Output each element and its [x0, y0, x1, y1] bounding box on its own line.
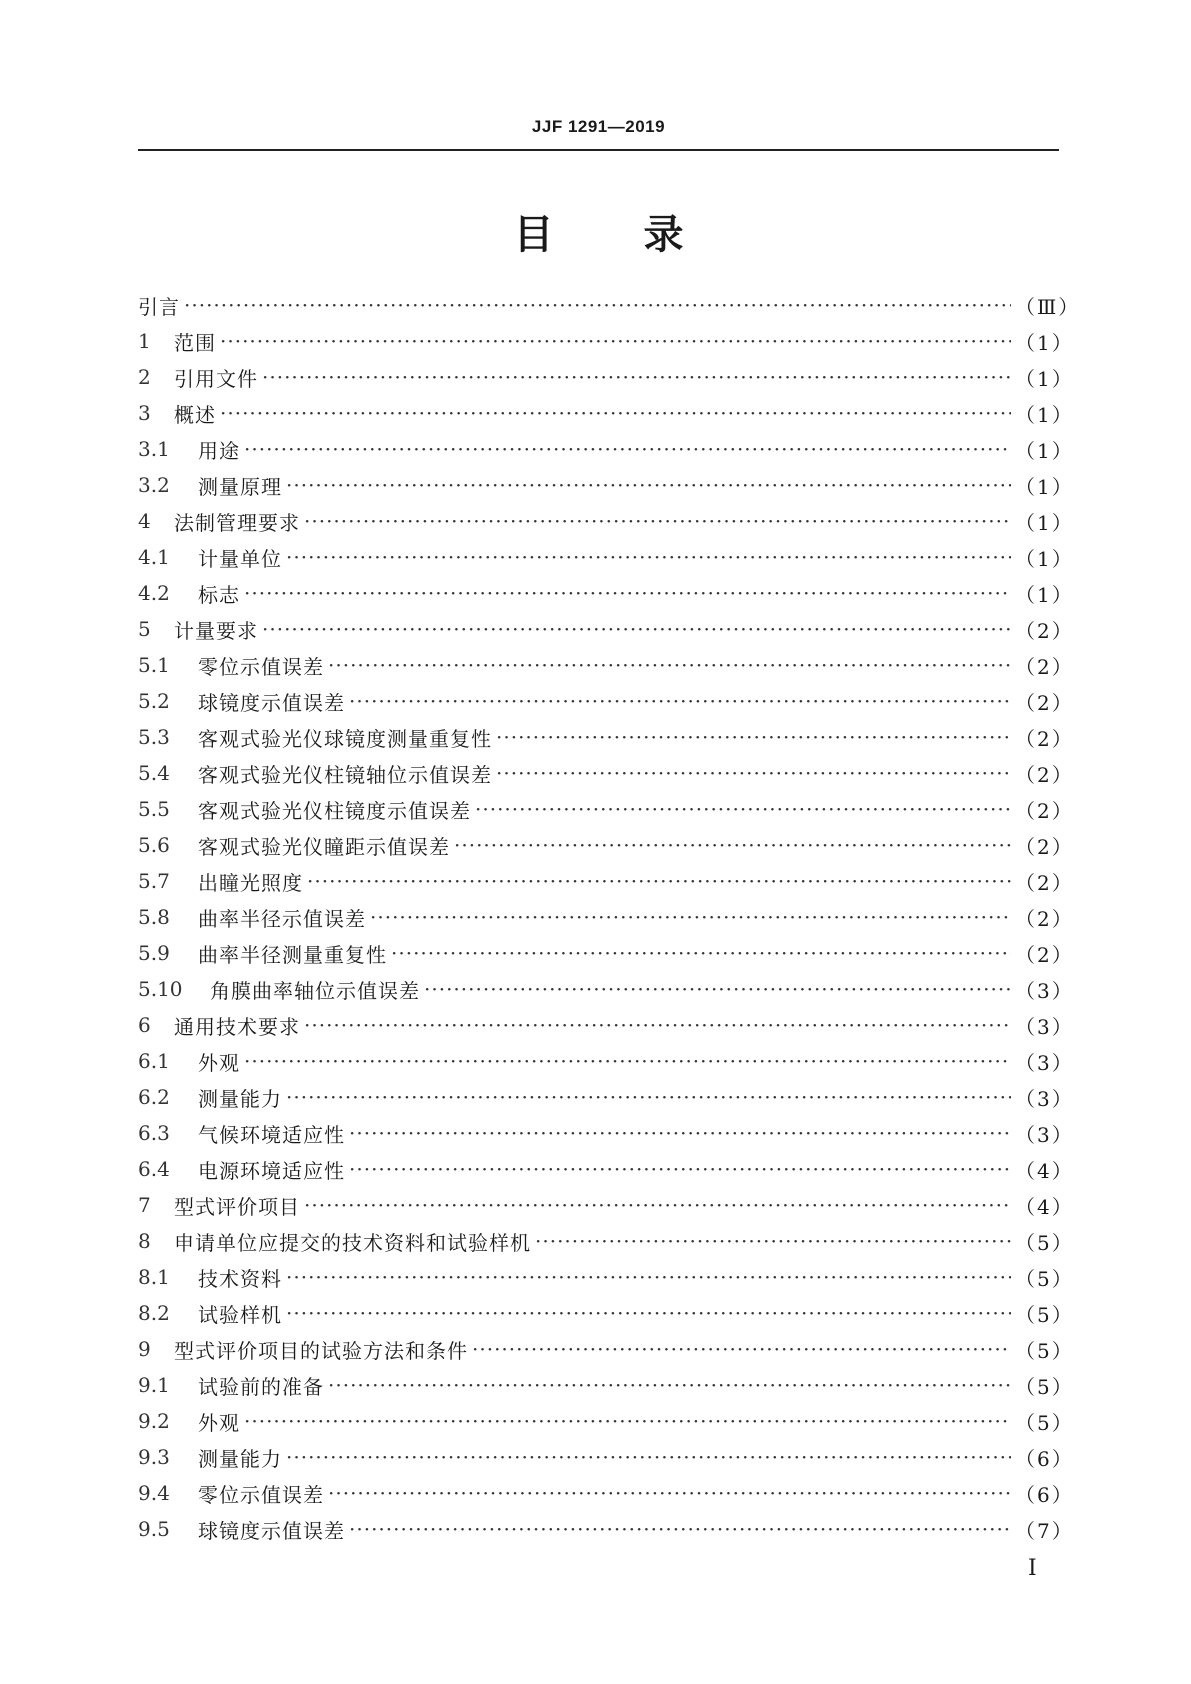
toc-entry[interactable] [138, 971, 1074, 1007]
toc-leader-dots [454, 833, 1011, 857]
toc-entry-page: （1） [1015, 474, 1074, 499]
toc-entry-number: 3.1 [138, 437, 170, 461]
toc-entry[interactable] [138, 1187, 1074, 1223]
toc-entry-number: 9.5 [138, 1517, 170, 1541]
toc-entry-label: 测量原理 [198, 474, 282, 499]
toc-entry-page: （2） [1015, 690, 1074, 715]
toc-entry-label: 测量能力 [198, 1086, 282, 1111]
toc-entry-number: 5.4 [138, 761, 170, 785]
toc-entry-label: 概述 [174, 402, 216, 427]
toc-leader-dots [262, 617, 1011, 641]
toc-entry-page: （5） [1015, 1338, 1074, 1363]
toc-entry-label: 计量单位 [198, 546, 282, 571]
toc-entry-page: （2） [1015, 942, 1074, 967]
toc-entry-label: 用途 [198, 438, 240, 463]
toc-entry-number: 8.2 [138, 1301, 170, 1325]
toc-entry-label: 外观 [198, 1050, 240, 1075]
page-number: I [1028, 1556, 1037, 1581]
toc-leader-dots [286, 1085, 1011, 1109]
toc-entry[interactable] [138, 791, 1074, 827]
toc-entry-number: 7 [138, 1193, 151, 1217]
toc-entry-number: 5.2 [138, 689, 170, 713]
toc-leader-dots [184, 293, 1011, 317]
toc-entry[interactable] [138, 395, 1074, 431]
toc-entry-page: （4） [1015, 1158, 1074, 1183]
toc-entry[interactable] [138, 755, 1074, 791]
toc-entry[interactable] [138, 719, 1074, 755]
toc-entry-page: （3） [1015, 1086, 1074, 1111]
toc-leader-dots [244, 1049, 1011, 1073]
toc-entry-page: （2） [1015, 798, 1074, 823]
toc-title-char-2: 录 [643, 212, 684, 258]
toc-entry[interactable] [138, 323, 1074, 359]
toc-entry[interactable] [138, 1043, 1074, 1079]
toc-entry-number: 8 [138, 1229, 151, 1253]
toc-entry-page: （3） [1015, 1050, 1074, 1075]
toc-entry-page: （3） [1015, 1122, 1074, 1147]
toc-entry[interactable] [138, 1439, 1074, 1475]
toc-entry-label: 零位示值误差 [198, 1482, 324, 1507]
toc-entry-label: 引用文件 [174, 366, 258, 391]
toc-entry-page: （7） [1015, 1518, 1074, 1543]
toc-entry[interactable] [138, 899, 1074, 935]
toc-entry-number: 5.7 [138, 869, 170, 893]
toc-leader-dots [286, 473, 1011, 497]
toc-entry-number: 5 [138, 617, 151, 641]
toc-entry-number: 9.1 [138, 1373, 170, 1397]
toc-entry-label: 球镜度示值误差 [198, 690, 345, 715]
toc-entry[interactable] [138, 1295, 1074, 1331]
toc-title [138, 203, 1059, 260]
toc-leader-dots [424, 977, 1011, 1001]
toc-entry-page: （3） [1015, 978, 1074, 1003]
toc-entry-label: 试验样机 [198, 1302, 282, 1327]
toc-leader-dots [328, 653, 1011, 677]
toc-leader-dots [286, 1265, 1011, 1289]
toc-leader-dots [370, 905, 1011, 929]
toc-entry[interactable] [138, 1331, 1074, 1367]
header-divider [138, 149, 1059, 151]
toc-leader-dots [244, 1409, 1011, 1433]
toc-leader-dots [349, 1121, 1011, 1145]
toc-entry-label: 球镜度示值误差 [198, 1518, 345, 1543]
toc-entry-label: 通用技术要求 [174, 1014, 300, 1039]
toc-entry-page: （Ⅲ） [1015, 294, 1081, 319]
table-of-contents [138, 287, 1081, 1547]
toc-leader-dots [328, 1481, 1011, 1505]
toc-leader-dots [349, 1517, 1011, 1541]
toc-entry[interactable] [138, 539, 1074, 575]
toc-entry-page: （1） [1015, 510, 1074, 535]
toc-entry[interactable] [138, 1367, 1074, 1403]
toc-entry[interactable] [138, 935, 1074, 971]
toc-entry-page: （1） [1015, 402, 1074, 427]
toc-entry-label: 零位示值误差 [198, 654, 324, 679]
toc-entry-page: （1） [1015, 582, 1074, 607]
toc-entry-label: 电源环境适应性 [198, 1158, 345, 1183]
toc-entry-label: 外观 [198, 1410, 240, 1435]
toc-entry-number: 6.2 [138, 1085, 170, 1109]
toc-entry-number: 6.3 [138, 1121, 170, 1145]
toc-entry-number: 4.1 [138, 545, 170, 569]
toc-leader-dots [496, 761, 1011, 785]
toc-title-char-1: 目 [513, 212, 554, 258]
toc-leader-dots [304, 1013, 1011, 1037]
toc-entry-page: （2） [1015, 618, 1074, 643]
toc-entry[interactable] [138, 863, 1074, 899]
toc-leader-dots [535, 1229, 1011, 1253]
toc-entry-page: （6） [1015, 1446, 1074, 1471]
toc-leader-dots [304, 509, 1011, 533]
toc-entry-page: （4） [1015, 1194, 1074, 1219]
toc-entry-number: 1 [138, 329, 151, 353]
toc-leader-dots [307, 869, 1011, 893]
toc-entry[interactable] [138, 287, 1081, 323]
toc-entry-label: 曲率半径测量重复性 [198, 942, 387, 967]
toc-entry-page: （5） [1015, 1410, 1074, 1435]
toc-entry-number: 9.2 [138, 1409, 170, 1433]
toc-entry-page: （5） [1015, 1266, 1074, 1291]
toc-entry-number: 5.5 [138, 797, 170, 821]
toc-entry[interactable] [138, 575, 1074, 611]
toc-entry-page: （2） [1015, 654, 1074, 679]
document-code-header: JJF 1291—2019 [531, 117, 666, 136]
toc-entry-number: 4.2 [138, 581, 170, 605]
toc-entry[interactable] [138, 611, 1074, 647]
toc-entry[interactable] [138, 1403, 1074, 1439]
toc-leader-dots [244, 581, 1011, 605]
toc-entry[interactable] [138, 1115, 1074, 1151]
toc-entry-label: 申请单位应提交的技术资料和试验样机 [174, 1230, 531, 1255]
toc-entry-page: （1） [1015, 546, 1074, 571]
toc-entry-number: 9.4 [138, 1481, 170, 1505]
toc-leader-dots [349, 1157, 1011, 1181]
toc-entry-page: （3） [1015, 1014, 1074, 1039]
toc-entry-number: 6.1 [138, 1049, 170, 1073]
toc-leader-dots [220, 401, 1011, 425]
toc-entry-page: （2） [1015, 726, 1074, 751]
toc-entry-label: 测量能力 [198, 1446, 282, 1471]
toc-entry-page: （2） [1015, 870, 1074, 895]
toc-leader-dots [286, 545, 1011, 569]
toc-entry-page: （5） [1015, 1374, 1074, 1399]
toc-entry[interactable] [138, 1259, 1074, 1295]
toc-entry[interactable] [138, 431, 1074, 467]
toc-entry-page: （1） [1015, 330, 1074, 355]
toc-leader-dots [286, 1445, 1011, 1469]
toc-leader-dots [472, 1337, 1011, 1361]
toc-entry-label: 引言 [138, 294, 180, 319]
toc-entry[interactable] [138, 359, 1074, 395]
toc-entry-number: 5.9 [138, 941, 170, 965]
toc-entry-number: 9.3 [138, 1445, 170, 1469]
toc-leader-dots [391, 941, 1011, 965]
toc-leader-dots [244, 437, 1011, 461]
toc-entry-label: 计量要求 [174, 618, 258, 643]
toc-entry-page: （2） [1015, 834, 1074, 859]
toc-leader-dots [475, 797, 1011, 821]
toc-entry-number: 6.4 [138, 1157, 170, 1181]
toc-entry-label: 范围 [174, 330, 216, 355]
toc-entry-label: 曲率半径示值误差 [198, 906, 366, 931]
toc-entry-number: 5.3 [138, 725, 170, 749]
toc-entry[interactable] [138, 647, 1074, 683]
toc-entry-number: 6 [138, 1013, 151, 1037]
toc-leader-dots [496, 725, 1011, 749]
toc-entry-number: 2 [138, 365, 151, 389]
toc-entry[interactable] [138, 503, 1074, 539]
toc-entry[interactable] [138, 1151, 1074, 1187]
toc-entry-label: 客观式验光仪柱镜轴位示值误差 [198, 762, 492, 787]
toc-leader-dots [262, 365, 1011, 389]
toc-entry-label: 气候环境适应性 [198, 1122, 345, 1147]
toc-entry-label: 标志 [198, 582, 240, 607]
toc-entry-label: 客观式验光仪球镜度测量重复性 [198, 726, 492, 751]
toc-entry-page: （2） [1015, 906, 1074, 931]
toc-entry-number: 5.1 [138, 653, 170, 677]
toc-entry-label: 法制管理要求 [174, 510, 300, 535]
toc-entry[interactable] [138, 1475, 1074, 1511]
toc-entry[interactable] [138, 1511, 1074, 1547]
toc-entry-page: （1） [1015, 366, 1074, 391]
toc-leader-dots [328, 1373, 1011, 1397]
toc-entry[interactable] [138, 467, 1074, 503]
toc-entry-number: 5.6 [138, 833, 170, 857]
toc-entry-label: 技术资料 [198, 1266, 282, 1291]
toc-entry[interactable] [138, 1223, 1074, 1259]
toc-entry-label: 客观式验光仪柱镜度示值误差 [198, 798, 471, 823]
toc-entry-page: （6） [1015, 1482, 1074, 1507]
toc-entry-number: 3.2 [138, 473, 170, 497]
toc-entry-page: （1） [1015, 438, 1074, 463]
toc-entry[interactable] [138, 1007, 1074, 1043]
toc-leader-dots [349, 689, 1011, 713]
toc-entry-number: 9 [138, 1337, 151, 1361]
toc-leader-dots [286, 1301, 1011, 1325]
toc-entry[interactable] [138, 827, 1074, 863]
toc-entry-page: （5） [1015, 1230, 1074, 1255]
toc-entry[interactable] [138, 1079, 1074, 1115]
toc-entry[interactable] [138, 683, 1074, 719]
toc-entry-page: （5） [1015, 1302, 1074, 1327]
toc-entry-label: 客观式验光仪瞳距示值误差 [198, 834, 450, 859]
toc-entry-label: 型式评价项目 [174, 1194, 300, 1219]
toc-entry-number: 3 [138, 401, 151, 425]
toc-entry-label: 试验前的准备 [198, 1374, 324, 1399]
toc-entry-number: 5.8 [138, 905, 170, 929]
toc-entry-number: 5.10 [138, 977, 183, 1001]
toc-leader-dots [220, 329, 1011, 353]
toc-entry-label: 出瞳光照度 [198, 870, 303, 895]
toc-leader-dots [304, 1193, 1011, 1217]
toc-entry-label: 型式评价项目的试验方法和条件 [174, 1338, 468, 1363]
toc-entry-number: 8.1 [138, 1265, 170, 1289]
toc-entry-number: 4 [138, 509, 151, 533]
toc-entry-label: 角膜曲率轴位示值误差 [210, 978, 420, 1003]
toc-entry-page: （2） [1015, 762, 1074, 787]
